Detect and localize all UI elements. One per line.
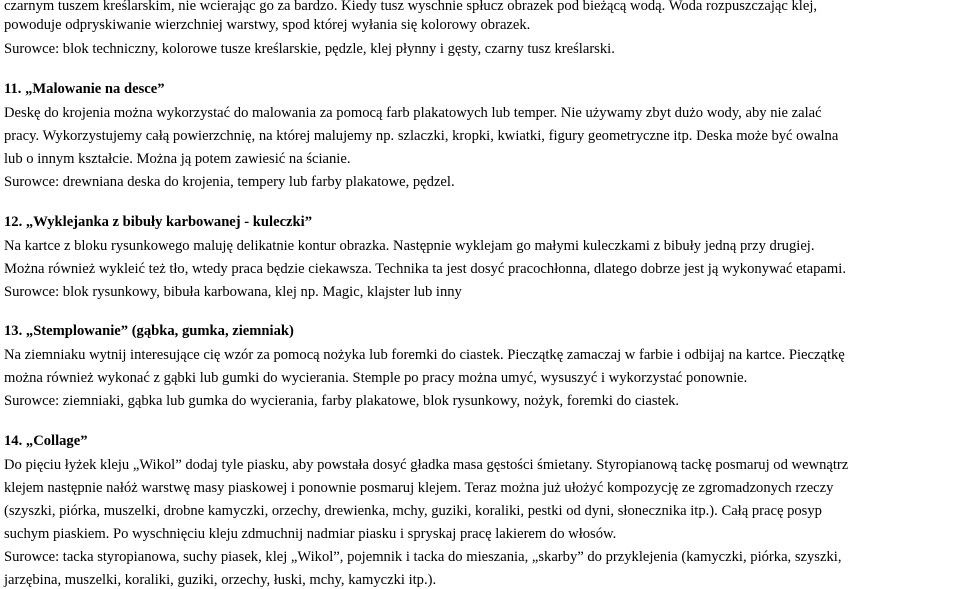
section-14-line-1: Do pięciu łyżek kleju „Wikol” dodaj tyle piasku, aby powstała dosyć gładka masa gęstości śmietany. Styropianową tackę posmaruj od wewnątrz xyxy=(4,457,849,473)
section-14-line-4: suchym piaskiem. Po wyschnięciu kleju zdmuchnij nadmiar piasku i spryskaj pracę lakierem do włosów. xyxy=(4,526,617,542)
section-14-line-2: klejem następnie nałóż warstwę masy piaskowej i ponownie posmaruj klejem. Teraz można już ułożyć kompozycję ze zgromadzonych rzeczy xyxy=(4,480,834,496)
section-14-heading: 14. „Collage” xyxy=(4,433,88,449)
section-13-materials: Surowce: ziemniaki, gąbka lub gumka do wycierania, farby plakatowe, blok rysunkowy, nożyk, foremki do ciastek. xyxy=(4,393,680,409)
section-12-heading: 12. „Wyklejanka z bibuły karbowanej - kuleczki” xyxy=(4,214,312,230)
section-13-line-1: Na ziemniaku wytnij interesujące cię wzór za pomocą nożyka lub foremki do ciastek. Pieczątkę zamaczaj w farbie i odbijaj na kartce. Pieczątkę xyxy=(4,347,845,363)
section-11-line-1: Deskę do krojenia można wykorzystać do malowania za pomocą farb plakatowych lub temper. Nie używamy zbyt dużo wody, aby nie zalać xyxy=(4,105,822,121)
section-12-materials: Surowce: blok rysunkowy, bibuła karbowana, klej np. Magic, klajster lub inny xyxy=(4,284,462,300)
section-11-line-2: pracy. Wykorzystujemy całą powierzchnię, na której malujemy np. szlaczki, kropki, kwiatki, figury geometryczne itp. Deska może być owalna xyxy=(4,128,839,144)
section-14-materials-1: Surowce: tacka styropianowa, suchy piasek, klej „Wikol”, pojemnik i tacka do mieszania, „skarby” do przyklejenia (kamyczki, piórka, szyszki, xyxy=(4,549,842,565)
intro-line-1: czarnym tuszem kreślarskim, nie wcierając go za bardzo. Kiedy tusz wyschnie spłucz obrazek pod bieżącą wodą. Woda rozpuszczając klej, xyxy=(4,0,818,14)
section-12-line-1: Na kartce z bloku rysunkowego maluję delikatnie kontur obrazka. Następnie wyklejam go małymi kuleczkami z bibuły jedną przy drugiej. xyxy=(4,238,815,254)
section-11-heading: 11. „Malowanie na desce” xyxy=(4,81,165,97)
intro-line-2: powoduje odpryskiwanie wierzchniej warstwy, spod której wyłania się kolorowy obrazek. xyxy=(4,17,531,33)
section-11-materials: Surowce: drewniana deska do krojenia, tempery lub farby plakatowe, pędzel. xyxy=(4,174,455,190)
intro-materials: Surowce: blok techniczny, kolorowe tusze kreślarskie, pędzle, klej płynny i gęsty, czarny tusz kreślarski. xyxy=(4,41,615,57)
section-13-line-2: można również wykonać z gąbki lub gumki do wycierania. Stemple po pracy można umyć, wysuszyć i wykorzystać ponownie. xyxy=(4,370,748,386)
section-13-heading: 13. „Stemplowanie” (gąbka, gumka, ziemniak) xyxy=(4,323,294,339)
section-14-materials-2: jarzębina, muszelki, koraliki, guziki, orzechy, łuski, mchy, kamyczki itp.). xyxy=(4,572,437,588)
section-12-line-2: Można również wykleić też tło, wtedy praca będzie ciekawsza. Technika ta jest dosyć pracochłonna, dlatego dobrze jest ją wykonywać etapami. xyxy=(4,261,846,277)
section-14-line-3: (szyszki, piórka, muszelki, drobne kamyczki, orzechy, drewienka, mchy, guziki, koraliki, pestki od dyni, słonecznika itp.). Całą pracę posyp xyxy=(4,503,822,519)
section-11-line-3: lub o innym kształcie. Można ją potem zawiesić na ścianie. xyxy=(4,151,351,167)
